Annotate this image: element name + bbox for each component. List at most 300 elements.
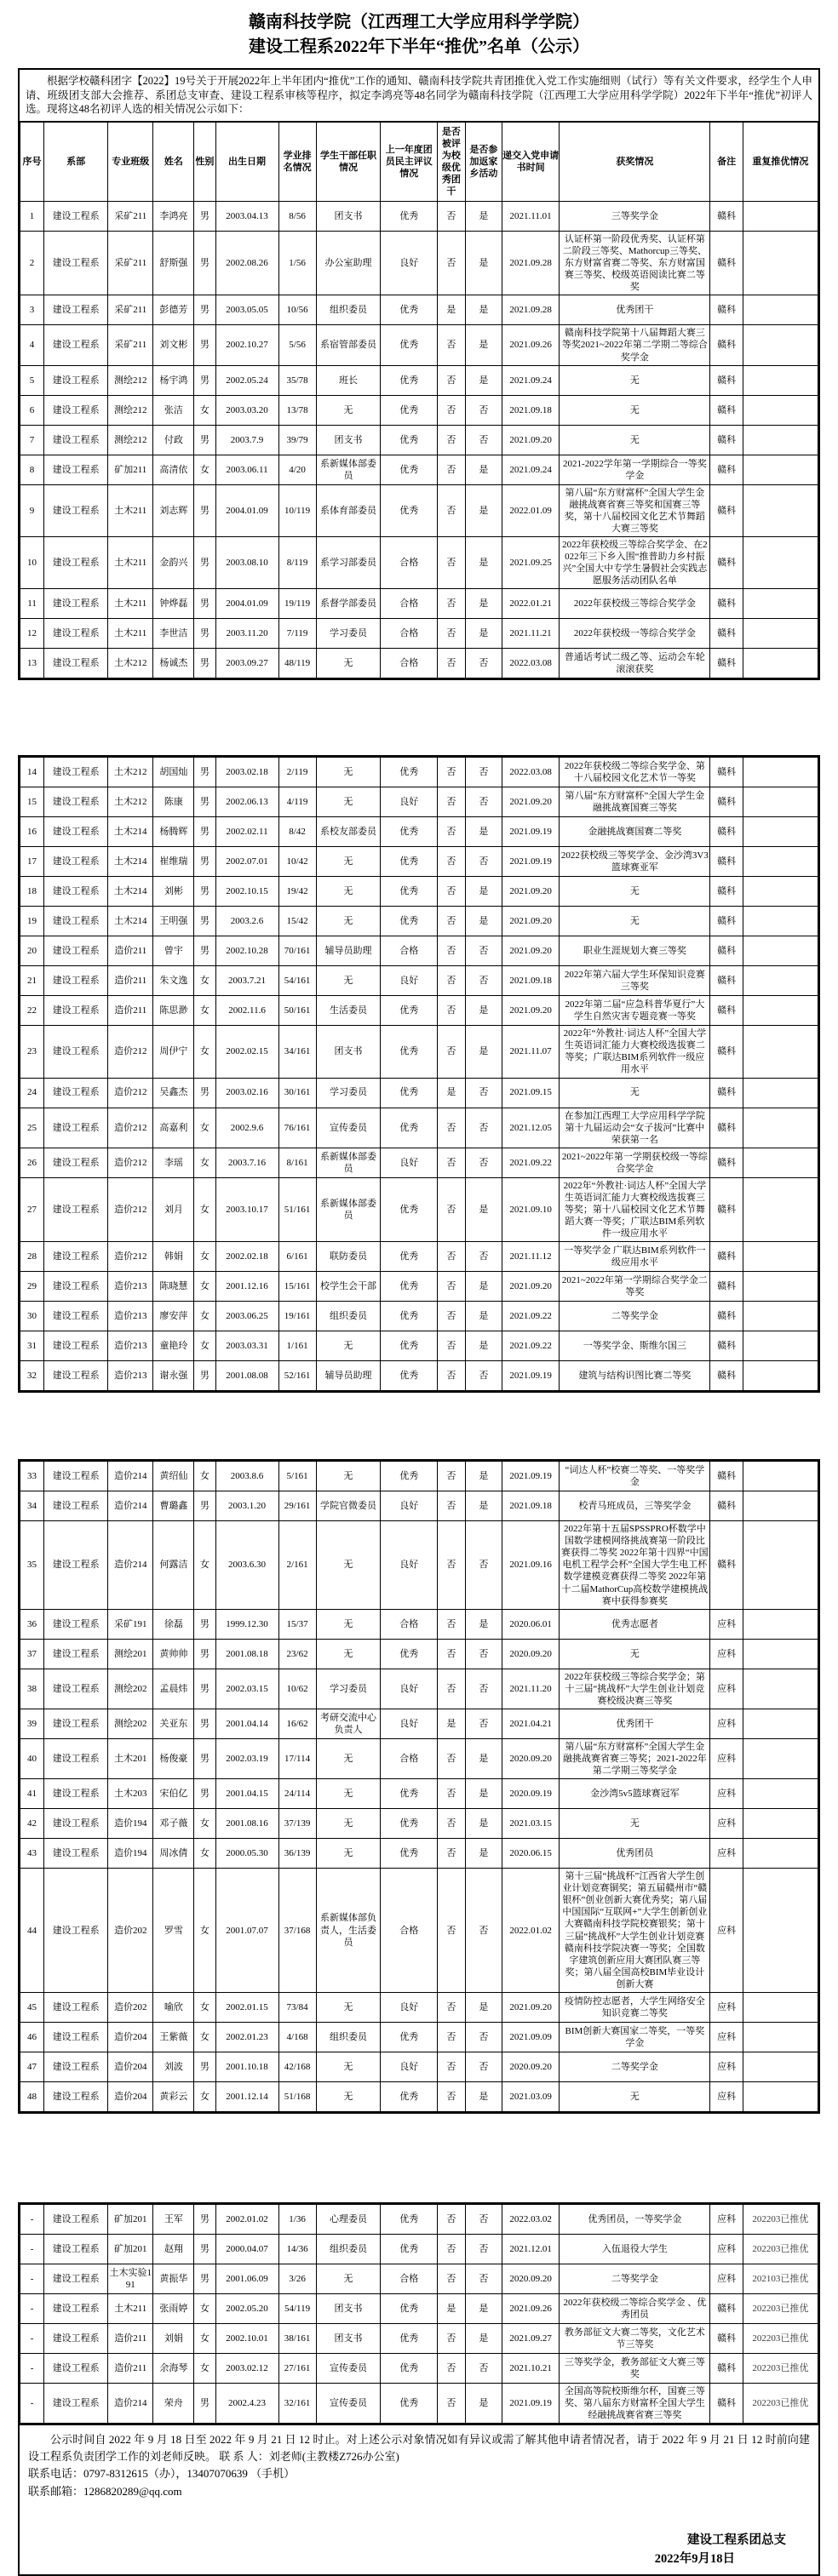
cell-review: 优秀 (381, 2293, 438, 2323)
cell-note: 赣科 (710, 1078, 743, 1108)
cell-apply-date: 2021.09.19 (502, 847, 559, 877)
cell-rank: 37/168 (278, 1869, 316, 1993)
table-row (20, 295, 818, 325)
cell-position: 无 (316, 2264, 381, 2293)
cell-dept: 建设工程系 (44, 1609, 108, 1639)
cell-position: 无 (316, 787, 381, 817)
cell-excellent-cadre: 否 (438, 936, 466, 966)
cell-class: 造价202 (108, 1869, 153, 1993)
cell-position: 无 (316, 1609, 381, 1639)
cell-no: 25 (20, 1108, 44, 1148)
cell-name: 周冰倩 (153, 1839, 194, 1869)
cell-home-activity: 是 (465, 1491, 502, 1521)
cell-name: 王紫薇 (153, 2022, 194, 2052)
cell-awards: 一等奖学金、斯维尔国三 (560, 1331, 710, 1361)
cell-gender: 女 (194, 1177, 215, 1241)
cell-excellent-cadre: 否 (438, 1242, 466, 1272)
cell-gender: 男 (194, 1669, 215, 1709)
cell-awards: 在参加江西理工大学应用科学学院第十九届运动会“女子拔河”比赛中荣获第一名 (560, 1108, 710, 1148)
cell-review: 优秀 (381, 1272, 438, 1302)
cell-excellent-cadre: 否 (438, 365, 466, 395)
cell-awards: 2022年第六届大学生环保知识竞赛三等奖 (560, 966, 710, 996)
cell-class: 土木212 (108, 758, 153, 787)
cell-apply-date: 2020.09.20 (502, 1639, 559, 1669)
cell-rank: 7/119 (278, 619, 316, 649)
cell-awards: 2022年获校级三等综合奖学金 (560, 589, 710, 619)
cell-class: 造价202 (108, 1992, 153, 2022)
cell-home-activity: 是 (465, 1609, 502, 1639)
cell-note: 赣科 (710, 395, 743, 425)
cell-rank: 8/119 (278, 536, 316, 588)
cell-excellent-cadre: 否 (438, 201, 466, 231)
cell-position: 无 (316, 1738, 381, 1778)
cell-class: 土木实验191 (108, 2264, 153, 2293)
cell-home-activity: 否 (465, 936, 502, 966)
table-row (20, 1108, 818, 1148)
cell-name: 邓子薇 (153, 1809, 194, 1839)
cell-dept: 建设工程系 (44, 996, 108, 1026)
cell-no: 29 (20, 1272, 44, 1302)
table-row (20, 758, 818, 787)
cell-class: 土木212 (108, 649, 153, 678)
cell-dept: 建设工程系 (44, 1869, 108, 1993)
cell-dob: 2002.01.02 (215, 2204, 278, 2234)
cell-apply-date: 2021.03.15 (502, 1809, 559, 1839)
table-row (20, 2022, 818, 2052)
cell-dept: 建设工程系 (44, 1992, 108, 2022)
cell-rank: 14/36 (278, 2234, 316, 2264)
cell-note: 赣科 (710, 455, 743, 484)
cell-review: 良好 (381, 787, 438, 817)
cell-note: 赣科 (710, 1521, 743, 1610)
cell-excellent-cadre: 否 (438, 1809, 466, 1839)
cell-excellent-cadre: 否 (438, 231, 466, 295)
cell-dob: 2001.07.07 (215, 1869, 278, 1993)
table-row (20, 2234, 818, 2264)
cell-name: 陈晓慧 (153, 1272, 194, 1302)
cell-dob: 2003.7.16 (215, 1148, 278, 1177)
cell-awards: BIM创新大赛国家二等奖，一等奖学金 (560, 2022, 710, 2052)
cell-awards: 三等奖学金，教务部征文大赛三等奖 (560, 2353, 710, 2383)
cell-home-activity: 是 (465, 996, 502, 1026)
cell-awards: 二等奖学金 (560, 2052, 710, 2081)
cell-note: 赣科 (710, 536, 743, 588)
cell-excellent-cadre: 否 (438, 1177, 466, 1241)
cell-repeat (743, 365, 818, 395)
cell-review: 优秀 (381, 1779, 438, 1809)
cell-apply-date: 2021.11.01 (502, 201, 559, 231)
cell-dob: 2003.02.12 (215, 2353, 278, 2383)
cell-awards: 全国高等院校斯维尔杯，国赛三等奖、第八届东方财富杯全国大学生经融挑战赛省赛三等奖 (560, 2383, 710, 2423)
cell-name: 曾宇 (153, 936, 194, 966)
cell-excellent-cadre: 否 (438, 2081, 466, 2111)
cell-repeat (743, 1779, 818, 1809)
cell-position: 宣传委员 (316, 2353, 381, 2383)
cell-no: 33 (20, 1462, 44, 1491)
cell-dept: 建设工程系 (44, 201, 108, 231)
cell-home-activity: 是 (465, 2323, 502, 2353)
cell-class: 造价212 (108, 1078, 153, 1108)
cell-home-activity: 是 (465, 1331, 502, 1361)
cell-excellent-cadre: 否 (438, 787, 466, 817)
cell-gender: 女 (194, 996, 215, 1026)
cell-gender: 男 (194, 1491, 215, 1521)
cell-apply-date: 2022.03.08 (502, 758, 559, 787)
cell-dob: 2003.06.25 (215, 1302, 278, 1331)
cell-name: 何露洁 (153, 1521, 194, 1610)
cell-excellent-cadre: 否 (438, 907, 466, 936)
cell-no: - (20, 2234, 44, 2264)
cell-note: 应科 (710, 2022, 743, 2052)
cell-rank: 4/20 (278, 455, 316, 484)
cell-rank: 13/78 (278, 395, 316, 425)
cell-dept: 建设工程系 (44, 395, 108, 425)
cell-dob: 2001.08.18 (215, 1639, 278, 1669)
table-row (20, 1779, 818, 1809)
cell-apply-date: 2022.01.21 (502, 589, 559, 619)
cell-position: 组织委员 (316, 1302, 381, 1331)
cell-class: 造价211 (108, 996, 153, 1026)
cell-review: 优秀 (381, 1177, 438, 1241)
table-row (20, 1148, 818, 1177)
cell-gender: 男 (194, 536, 215, 588)
cell-dept: 建设工程系 (44, 1108, 108, 1148)
cell-name: 徐磊 (153, 1609, 194, 1639)
cell-name: 宋伯亿 (153, 1779, 194, 1809)
cell-name: 荣舟 (153, 2383, 194, 2423)
cell-note: 赣科 (710, 1177, 743, 1241)
roster-table-page3 (20, 1461, 818, 2112)
cell-no: 14 (20, 758, 44, 787)
cell-no: 47 (20, 2052, 44, 2081)
cell-apply-date: 2021.11.20 (502, 1669, 559, 1709)
cell-dept: 建设工程系 (44, 325, 108, 365)
cell-gender: 男 (194, 907, 215, 936)
cell-name: 高清依 (153, 455, 194, 484)
cell-review: 优秀 (381, 1361, 438, 1391)
cell-position: 系督学部委员 (316, 589, 381, 619)
cell-gender: 男 (194, 1361, 215, 1391)
cell-dept: 建设工程系 (44, 1738, 108, 1778)
cell-dob: 2002.01.23 (215, 2022, 278, 2052)
cell-awards: 优秀团员，一等奖学金 (560, 2204, 710, 2234)
cell-awards: 金融挑战赛国赛二等奖 (560, 817, 710, 847)
cell-review: 合格 (381, 1609, 438, 1639)
cell-no: - (20, 2293, 44, 2323)
cell-note: 赣科 (710, 201, 743, 231)
cell-gender: 女 (194, 2081, 215, 2111)
cell-dob: 2003.02.16 (215, 1078, 278, 1108)
cell-dob: 2001.04.15 (215, 1779, 278, 1809)
cell-apply-date: 2021.09.18 (502, 1491, 559, 1521)
cell-apply-date: 2022.03.08 (502, 649, 559, 678)
cell-gender: 女 (194, 1242, 215, 1272)
cell-note: 赣科 (710, 1026, 743, 1078)
cell-apply-date: 2021.09.24 (502, 365, 559, 395)
cell-review: 优秀 (381, 1462, 438, 1491)
cell-position: 组织委员 (316, 2234, 381, 2264)
cell-repeat (743, 1361, 818, 1391)
cell-home-activity: 是 (465, 1992, 502, 2022)
cell-dob: 2003.06.11 (215, 455, 278, 484)
cell-note: 赣科 (710, 787, 743, 817)
cell-no: 10 (20, 536, 44, 588)
cell-rank: 23/62 (278, 1639, 316, 1669)
cell-note: 赣科 (710, 1272, 743, 1302)
cell-dept: 建设工程系 (44, 966, 108, 996)
cell-home-activity: 是 (465, 1809, 502, 1839)
cell-dob: 2002.11.6 (215, 996, 278, 1026)
cell-gender: 女 (194, 1809, 215, 1839)
cell-review: 合格 (381, 1869, 438, 1993)
cell-dept: 建设工程系 (44, 787, 108, 817)
cell-gender: 女 (194, 455, 215, 484)
cell-dob: 2001.12.14 (215, 2081, 278, 2111)
table-row (20, 1839, 818, 1869)
cell-home-activity: 是 (465, 201, 502, 231)
cell-review: 合格 (381, 2264, 438, 2293)
table-row (20, 231, 818, 295)
cell-excellent-cadre: 否 (438, 1992, 466, 2022)
cell-gender: 女 (194, 1839, 215, 1869)
cell-gender: 女 (194, 2293, 215, 2323)
cell-position: 无 (316, 758, 381, 787)
cell-rank: 19/42 (278, 877, 316, 907)
cell-rank: 8/161 (278, 1148, 316, 1177)
cell-dob: 2002.10.01 (215, 2323, 278, 2353)
cell-dept: 建设工程系 (44, 2052, 108, 2081)
cell-rank: 5/56 (278, 325, 316, 365)
cell-class: 土木211 (108, 484, 153, 536)
cell-awards: 2022年获校级二等综合奖学金、第十八届校园文化艺术节一等奖 (560, 758, 710, 787)
intro-paragraph: 根据学校赣科团字【2022】19号关于开展2022年上半年团内“推优”工作的通知、赣南科技学院共青团推优入党工作实施细则（试行）等有关文件要求，经学生个人申请、班级团支部大会推荐、系团总支审查、建设工程系审核等程序，拟定李鸿亮等48名同学为赣南科技学院（江西理工大学应用科学学院）2022年下半年“推优”初评人选。现将这48名初评人选的相关情况公示如下： (20, 70, 818, 122)
cell-gender: 男 (194, 365, 215, 395)
cell-repeat (743, 1639, 818, 1669)
cell-position: 无 (316, 1839, 381, 1869)
cell-review: 优秀 (381, 1302, 438, 1331)
cell-home-activity: 否 (465, 1242, 502, 1272)
cell-no: 11 (20, 589, 44, 619)
signature-org: 建设工程系团总支 (687, 2533, 786, 2547)
cell-repeat (743, 619, 818, 649)
footer-notice-box (18, 2424, 820, 2576)
cell-dept: 建设工程系 (44, 2383, 108, 2423)
table-row (20, 817, 818, 847)
cell-note: 赣科 (710, 1108, 743, 1148)
cell-dept: 建设工程系 (44, 1639, 108, 1669)
cell-repeat (743, 936, 818, 966)
cell-gender: 女 (194, 1108, 215, 1148)
cell-apply-date: 2021.09.19 (502, 2383, 559, 2423)
cell-dob: 2002.01.15 (215, 1992, 278, 2022)
cell-home-activity: 是 (465, 817, 502, 847)
col-header-name: 姓名 (153, 122, 194, 201)
cell-class: 造价214 (108, 2383, 153, 2423)
cell-position: 心理委员 (316, 2204, 381, 2234)
cell-no: 23 (20, 1026, 44, 1078)
cell-name: 陈思渺 (153, 996, 194, 1026)
cell-name: 张洁 (153, 395, 194, 425)
cell-rank: 2/119 (278, 758, 316, 787)
table-row (20, 907, 818, 936)
cell-name: 罗雪 (153, 1869, 194, 1993)
cell-excellent-cadre: 否 (438, 649, 466, 678)
cell-position: 系学习部委员 (316, 536, 381, 588)
cell-review: 优秀 (381, 1108, 438, 1148)
cell-gender: 男 (194, 1709, 215, 1738)
cell-excellent-cadre: 否 (438, 1669, 466, 1709)
cell-note: 赣科 (710, 996, 743, 1026)
cell-rank: 35/78 (278, 365, 316, 395)
cell-apply-date: 2021.10.21 (502, 2353, 559, 2383)
cell-dept: 建设工程系 (44, 2234, 108, 2264)
cell-position: 无 (316, 966, 381, 996)
cell-review: 优秀 (381, 295, 438, 325)
cell-class: 造价214 (108, 1521, 153, 1610)
cell-awards: 疫情防控志愿者，大学生网络安全知识竞赛二等奖 (560, 1992, 710, 2022)
cell-name: 谢永强 (153, 1361, 194, 1391)
cell-dob: 2001.08.16 (215, 1809, 278, 1839)
cell-excellent-cadre: 是 (438, 1709, 466, 1738)
cell-class: 造价211 (108, 966, 153, 996)
cell-home-activity: 是 (465, 325, 502, 365)
roster-block-4 (18, 2202, 820, 2425)
cell-name: 李瑶 (153, 1148, 194, 1177)
cell-home-activity: 是 (465, 365, 502, 395)
cell-awards: 第八届“东方财富杯”全国大学生金融挑战赛省赛三等奖；2021-2022年第二学期三等奖学金 (560, 1738, 710, 1778)
cell-rank: 15/42 (278, 907, 316, 936)
cell-class: 造价213 (108, 1302, 153, 1331)
cell-gender: 女 (194, 1331, 215, 1361)
cell-class: 造价211 (108, 2353, 153, 2383)
cell-awards: 2022年获校级二等综合奖学金 、优秀团员 (560, 2293, 710, 2323)
cell-excellent-cadre: 否 (438, 1738, 466, 1778)
table-row (20, 966, 818, 996)
cell-awards: 2022年第十五届SPSSPRO杯数学中国数学建模网络挑战赛第一阶段比赛获得二等奖 2022年第十四界“中国电机工程学会杯”全国大学生电工杯数学建模竞赛获得二等奖 2022年第十二届MathorCup高校数学建模挑战赛中获得参赛奖 (560, 1521, 710, 1610)
table-row (20, 325, 818, 365)
cell-position: 组织委员 (316, 295, 381, 325)
cell-dept: 建设工程系 (44, 2081, 108, 2111)
cell-rank: 36/139 (278, 1839, 316, 1869)
cell-gender: 女 (194, 2323, 215, 2353)
cell-awards: 三等奖学金 (560, 201, 710, 231)
cell-awards: 认证杯第一阶段优秀奖、认证杯第二阶段三等奖、Mathorcup三等奖、东方财富省赛二等奖、东方财富国赛三等奖、校级英语阅读比赛二等奖 (560, 231, 710, 295)
cell-position: 班长 (316, 365, 381, 395)
cell-dept: 建设工程系 (44, 536, 108, 588)
cell-excellent-cadre: 否 (438, 1609, 466, 1639)
cell-dept: 建设工程系 (44, 1331, 108, 1361)
cell-apply-date: 2021.09.20 (502, 425, 559, 455)
cell-name: 刘月 (153, 1177, 194, 1241)
cell-rank: 10/119 (278, 484, 316, 536)
cell-repeat (743, 589, 818, 619)
roster-table-page4 (20, 2204, 818, 2424)
header-row (20, 122, 818, 201)
cell-excellent-cadre: 否 (438, 877, 466, 907)
cell-rank: 1/56 (278, 231, 316, 295)
cell-review: 良好 (381, 231, 438, 295)
cell-apply-date: 2020.09.20 (502, 2264, 559, 2293)
cell-name: 杨宇鸿 (153, 365, 194, 395)
cell-note: 赣科 (710, 1361, 743, 1391)
cell-awards: 二等奖学金 (560, 1302, 710, 1331)
table-row (20, 589, 818, 619)
cell-note: 应科 (710, 1709, 743, 1738)
cell-dept: 建设工程系 (44, 2293, 108, 2323)
cell-class: 测绘202 (108, 1669, 153, 1709)
table-row (20, 1177, 818, 1241)
cell-class: 造价211 (108, 936, 153, 966)
cell-awards: 第八届“东方财富杯”全国大学生金融挑战赛省赛三等奖和国赛三等奖，第十八届校园文化艺术节舞蹈大赛三等奖 (560, 484, 710, 536)
table-row (20, 649, 818, 678)
table-row (20, 936, 818, 966)
cell-no: 28 (20, 1242, 44, 1272)
cell-awards: 金沙湾5v5篮球赛冠军 (560, 1779, 710, 1809)
cell-gender: 男 (194, 649, 215, 678)
cell-no: 44 (20, 1869, 44, 1993)
cell-class: 造价212 (108, 1148, 153, 1177)
cell-class: 造价213 (108, 1361, 153, 1391)
cell-gender: 男 (194, 201, 215, 231)
cell-dob: 2004.01.09 (215, 589, 278, 619)
table-row (20, 201, 818, 231)
cell-rank: 10/62 (278, 1669, 316, 1709)
cell-position: 无 (316, 1462, 381, 1491)
cell-review: 优秀 (381, 365, 438, 395)
cell-repeat (743, 1869, 818, 1993)
cell-no: 7 (20, 425, 44, 455)
cell-home-activity: 是 (465, 907, 502, 936)
cell-class: 土木211 (108, 536, 153, 588)
cell-class: 测绘201 (108, 1639, 153, 1669)
cell-no: - (20, 2383, 44, 2423)
cell-dept: 建设工程系 (44, 1839, 108, 1869)
cell-home-activity: 否 (465, 395, 502, 425)
cell-repeat (743, 1809, 818, 1839)
cell-position: 学习委员 (316, 1669, 381, 1709)
cell-apply-date: 2021.09.26 (502, 2293, 559, 2323)
cell-review: 良好 (381, 1521, 438, 1610)
cell-gender: 男 (194, 758, 215, 787)
col-header-home-activity: 是否参加返家乡活动 (465, 122, 502, 201)
cell-excellent-cadre: 否 (438, 817, 466, 847)
cell-excellent-cadre: 否 (438, 536, 466, 588)
cell-note: 赣科 (710, 231, 743, 295)
cell-apply-date: 2021.09.19 (502, 1462, 559, 1491)
cell-class: 造价212 (108, 1108, 153, 1148)
cell-no: 30 (20, 1302, 44, 1331)
cell-review: 优秀 (381, 2081, 438, 2111)
cell-rank: 15/161 (278, 1272, 316, 1302)
cell-awards: 第八届“东方财富杯”全国大学生金融挑战赛国赛三等奖 (560, 787, 710, 817)
cell-no: 1 (20, 201, 44, 231)
cell-name: 黄绍仙 (153, 1462, 194, 1491)
table-row (20, 1331, 818, 1361)
cell-apply-date: 2020.06.01 (502, 1609, 559, 1639)
cell-home-activity: 否 (465, 2022, 502, 2052)
cell-home-activity: 否 (465, 1108, 502, 1148)
cell-dob: 2000.05.30 (215, 1839, 278, 1869)
cell-awards: 无 (560, 877, 710, 907)
cell-rank: 19/119 (278, 589, 316, 619)
cell-dept: 建设工程系 (44, 1709, 108, 1738)
cell-apply-date: 2021.11.07 (502, 1026, 559, 1078)
cell-dept: 建设工程系 (44, 425, 108, 455)
cell-class: 测绘212 (108, 425, 153, 455)
cell-rank: 70/161 (278, 936, 316, 966)
cell-rank: 17/114 (278, 1738, 316, 1778)
cell-position: 无 (316, 2081, 381, 2111)
